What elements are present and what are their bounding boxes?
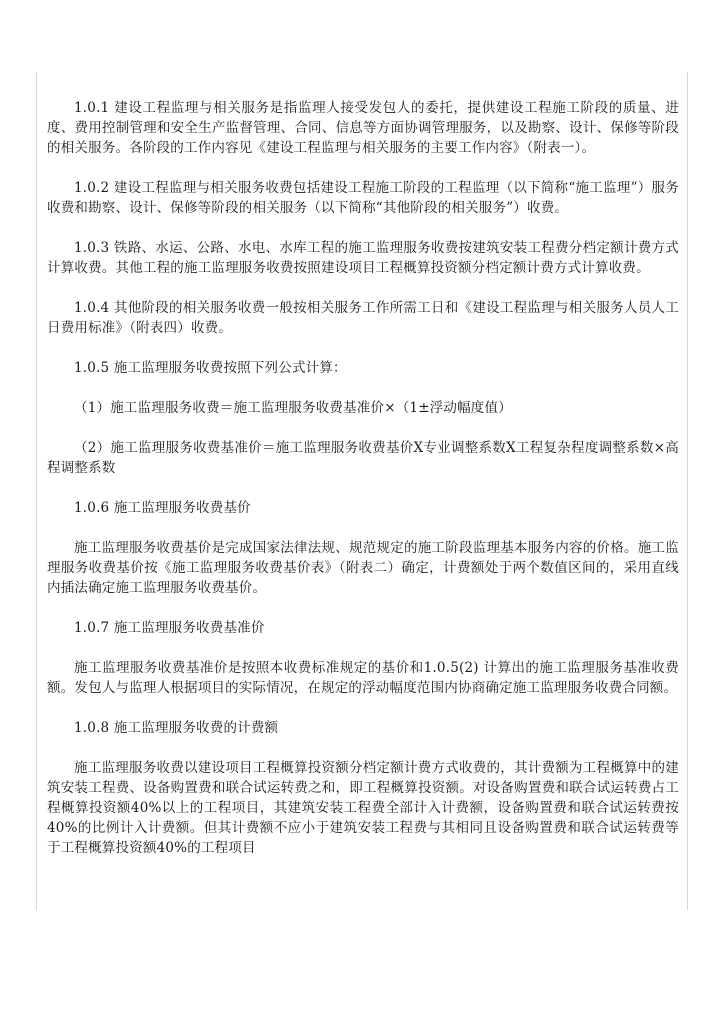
heading-1-0-8: 1.0.8 施工监理服务收费的计费额: [74, 720, 279, 736]
paragraph-base-price: 施工监理服务收费基价是完成国家法律法规、规范规定的施工阶段监理基本服务内容的价格。施工监理服务收费基价按《施工监理服务收费基价表》（附表二）确定，计费额处于两个数值区间的，采用直线内插法确定施工监理服务收费基价。: [47, 540, 679, 596]
paragraph-fee-base: 施工监理服务收费以建设项目工程概算投资额分档定额计费方式收费的，其计费额为工程概算中的建筑安装工程费、设备购置费和联合试运转费之和，即工程概算投资额。对设备购置费和联合试运转费占工程概算投资额40%以上的工程项目，其建筑安装工程费全部计入计费额，设备购置费和联合试运转费按40%的比例计入计费额。但其计费额不应小于建筑安装工程费与其相同且设备购置费和联合试运转费等于工程概算投资额40%的工程项目: [47, 760, 679, 856]
paragraph-1-0-1: 1.0.1 建设工程监理与相关服务是指监理人接受发包人的委托，提供建设工程施工阶段的质量、进度、费用控制管理和安全生产监督管理、合同、信息等方面协调管理服务，以及勘察、设计、保修等阶段的相关服务。各阶段的工作内容见《建设工程监理与相关服务的主要工作内容》（附表一）。: [47, 100, 679, 156]
paragraph-1-0-5: 1.0.5 施工监理服务收费按照下列公式计算：: [74, 360, 347, 376]
document-page: [36, 72, 688, 910]
document-body: [47, 98, 679, 878]
heading-1-0-7: 1.0.7 施工监理服务收费基准价: [74, 620, 265, 636]
formula-2: （2）施工监理服务收费基准价＝施工监理服务收费基价X专业调整系数X工程复杂程度调整系数×高程调整系数: [47, 440, 679, 476]
paragraph-1-0-4: 1.0.4 其他阶段的相关服务收费一般按相关服务工作所需工日和《建设工程监理与相关服务人员人工日费用标准》（附表四）收费。: [47, 300, 679, 336]
paragraph-1-0-2: 1.0.2 建设工程监理与相关服务收费包括建设工程施工阶段的工程监理（以下简称“施工监理”）服务收费和勘察、设计、保修等阶段的相关服务（以下简称“其他阶段的相关服务”）收费。: [47, 180, 679, 216]
formula-1: （1）施工监理服务收费＝施工监理服务收费基准价×（1±浮动幅度值）: [74, 400, 512, 416]
paragraph-1-0-3: 1.0.3 铁路、水运、公路、水电、水库工程的施工监理服务收费按建筑安装工程费分档定额计费方式计算收费。其他工程的施工监理服务收费按照建设项目工程概算投资额分档定额计费方式计算收费。: [47, 240, 679, 276]
heading-1-0-6: 1.0.6 施工监理服务收费基价: [74, 500, 251, 516]
paragraph-benchmark-price: 施工监理服务收费基准价是按照本收费标准规定的基价和1.0.5(2) 计算出的施工监理服务基准收费额。发包人与监理人根据项目的实际情况，在规定的浮动幅度范围内协商确定施工监理服务收费合同额。: [47, 660, 679, 696]
